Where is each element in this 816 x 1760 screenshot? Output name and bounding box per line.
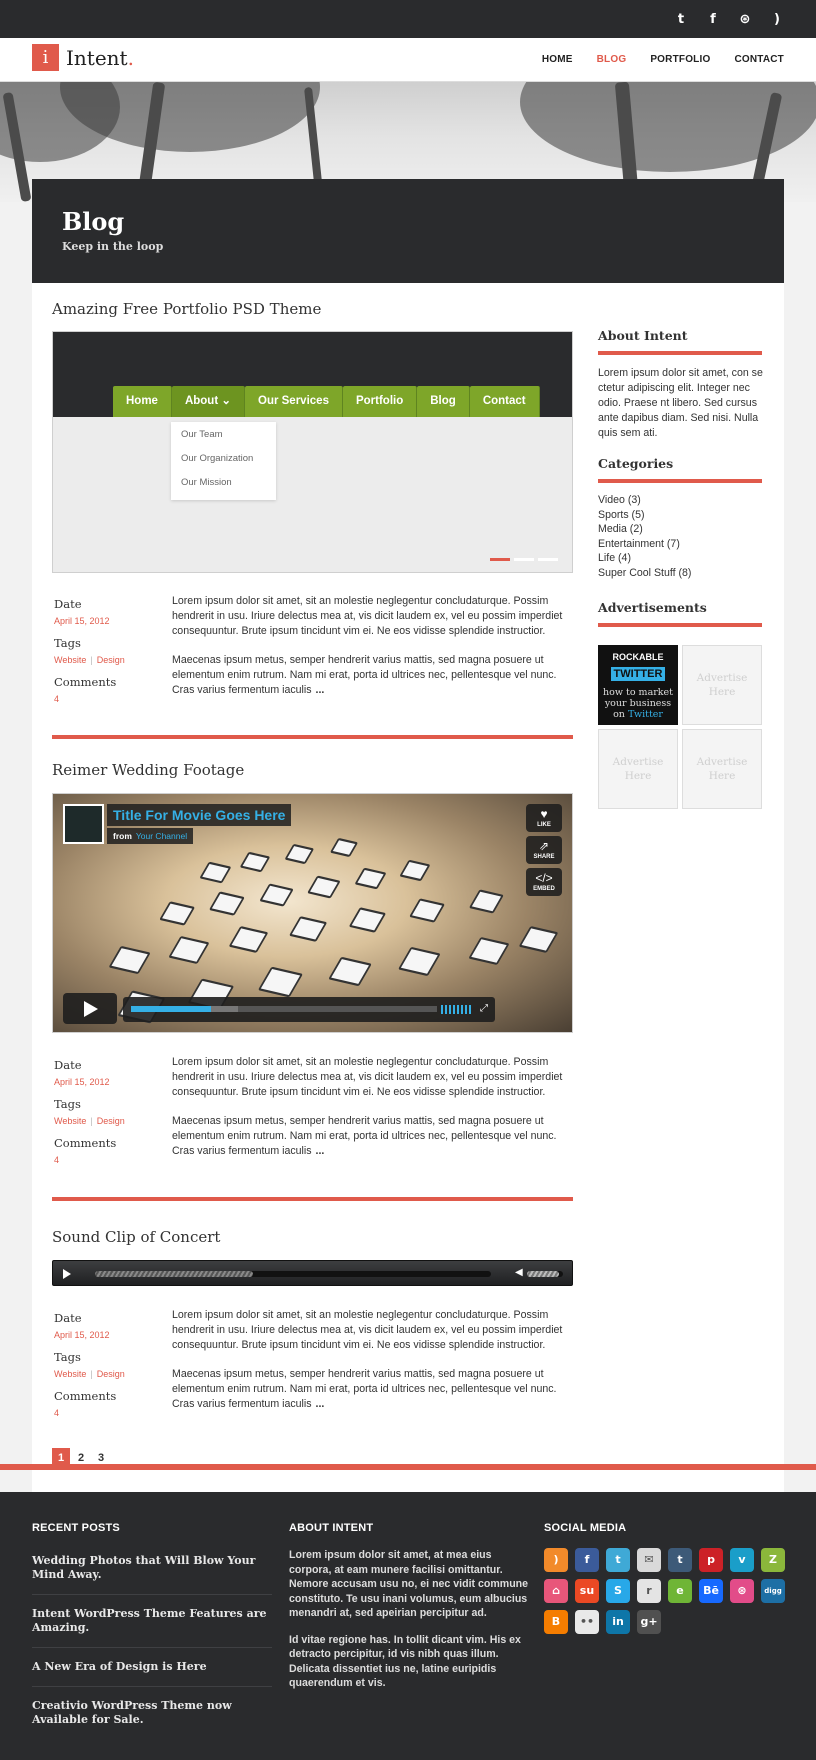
page-header bbox=[32, 179, 784, 283]
place-card bbox=[328, 957, 372, 987]
post-meta bbox=[54, 1311, 164, 1428]
ad-rockable-twitter[interactable]: ROCKABLE TWITTER how to market your business on Twitter bbox=[598, 645, 678, 725]
sidebar-heading-ads: Advertisements bbox=[598, 600, 762, 627]
evernote-icon[interactable]: e bbox=[668, 1579, 692, 1603]
logo-name: Intent. bbox=[66, 45, 134, 70]
post-meta bbox=[54, 1058, 164, 1175]
place-card bbox=[468, 937, 509, 965]
footer-heading: ABOUT INTENT bbox=[289, 1522, 374, 1534]
place-card bbox=[289, 916, 328, 942]
place-card bbox=[258, 967, 303, 998]
place-card bbox=[159, 901, 196, 926]
place-card bbox=[199, 862, 231, 883]
menu-preview-dropdown bbox=[171, 422, 276, 500]
comments-count[interactable]: 4 bbox=[54, 1408, 60, 1418]
post-title[interactable]: Amazing Free Portfolio PSD Theme bbox=[52, 300, 322, 318]
audio-volume-slider[interactable] bbox=[527, 1271, 563, 1277]
post-date: April 15, 2012 bbox=[54, 1330, 110, 1340]
social-icon-grid bbox=[544, 1548, 785, 1634]
tags-label: Tags bbox=[54, 1097, 81, 1111]
date-label: Date bbox=[54, 1058, 82, 1072]
tag-link[interactable]: Website bbox=[54, 655, 87, 665]
comments-count[interactable]: 4 bbox=[54, 694, 60, 704]
video-progress-track[interactable] bbox=[131, 1006, 437, 1012]
rss-icon[interactable]: ) bbox=[774, 11, 780, 27]
place-card bbox=[307, 875, 340, 898]
excerpt-paragraph: Lorem ipsum dolor sit amet, sit an molestie neglegentur concludaturque. Possim hendrerit in usu. Iriure delectus mea at, vis dicit laudem ex, vel eu possim imperdiet consequuntur. Brute ipsum tincidunt vim ei. Ne eos vidisse splendide instructior. bbox=[172, 595, 563, 637]
audio-progress bbox=[95, 1271, 253, 1277]
menu-preview-item[interactable]: Home bbox=[113, 386, 172, 417]
facebook-icon[interactable]: f bbox=[710, 11, 716, 27]
category-link[interactable]: Super Cool Stuff (8) bbox=[598, 566, 692, 579]
excerpt-paragraph: Lorem ipsum dolor sit amet, sit an molestie neglegentur concludaturque. Possim hendrerit in usu. Iriure delectus mea at, vis dicit laudem ex, vel eu possim imperdiet consequuntur. Brute ipsum tincidunt vim ei. Ne eos vidisse splendide instructior. bbox=[172, 1056, 563, 1098]
nav-home[interactable]: HOME bbox=[541, 54, 573, 65]
nav-contact[interactable]: CONTACT bbox=[734, 54, 784, 65]
menu-preview-nav bbox=[113, 386, 540, 417]
behance-icon[interactable]: Bē bbox=[699, 1579, 723, 1603]
footer-about bbox=[289, 1522, 529, 1703]
nav-portfolio[interactable]: PORTFOLIO bbox=[650, 54, 711, 65]
stumbleupon-icon[interactable]: su bbox=[575, 1579, 599, 1603]
place-card bbox=[285, 844, 314, 864]
category-link[interactable]: Entertainment (7) bbox=[598, 537, 680, 550]
video-channel: from Your Channel bbox=[107, 828, 193, 844]
slider-dots bbox=[490, 558, 558, 561]
dribbble-icon[interactable]: ⊛ bbox=[739, 11, 751, 27]
menu-preview-item[interactable]: Contact bbox=[470, 386, 540, 417]
channel-link[interactable]: Your Channel bbox=[135, 831, 188, 841]
recent-post-link[interactable]: A New Era of Design is Here bbox=[32, 1654, 272, 1687]
post-excerpt bbox=[172, 1308, 572, 1426]
place-card bbox=[400, 860, 431, 881]
tags-label: Tags bbox=[54, 1350, 81, 1364]
linkedin-icon[interactable]: in bbox=[606, 1610, 630, 1634]
digg-icon[interactable]: digg bbox=[761, 1579, 785, 1603]
place-card bbox=[168, 936, 209, 964]
googleplus-icon[interactable]: g+ bbox=[637, 1610, 661, 1634]
tags-label: Tags bbox=[54, 636, 81, 650]
place-card bbox=[229, 926, 269, 953]
channel-avatar[interactable] bbox=[63, 804, 104, 844]
footer-about-text: Lorem ipsum dolor sit amet, at mea eius corpora, at eam munere facilisi omittantur. Nemore accusam usu no, ei nec vidit commune constituto. Te usu inani volumus, eum albucius menandri at, sed apeirian percipitur ad. bbox=[289, 1549, 529, 1619]
place-card bbox=[259, 883, 293, 906]
place-card bbox=[209, 891, 244, 915]
post-divider bbox=[52, 1197, 573, 1201]
slider-dot[interactable] bbox=[538, 558, 558, 561]
logo-mark: i bbox=[32, 44, 59, 71]
date-label: Date bbox=[54, 1311, 82, 1325]
video-progress bbox=[131, 1006, 211, 1012]
dribbble-icon[interactable]: ⊛ bbox=[730, 1579, 754, 1603]
post-tags: Website | Design bbox=[54, 655, 125, 665]
comments-label: Comments bbox=[54, 675, 117, 689]
slider-dot[interactable] bbox=[514, 558, 534, 561]
place-card bbox=[349, 907, 386, 932]
nav-blog[interactable]: BLOG bbox=[596, 54, 627, 65]
tumblr-icon[interactable]: t bbox=[668, 1548, 692, 1572]
video-controls bbox=[123, 997, 495, 1022]
excerpt-paragraph: Maecenas ipsum metus, semper hendrerit varius mattis, sed magna posuere ut elementum enim rutrum. Nam mi erat, porta id ultrices nec, pellentesque vel nunc. Cras varius fermentum iaculis ... bbox=[172, 654, 557, 696]
sidebar-heading-categories: Categories bbox=[598, 456, 762, 483]
post-date: April 15, 2012 bbox=[54, 616, 110, 626]
play-button[interactable] bbox=[63, 993, 117, 1024]
speaker-icon[interactable]: ◀ bbox=[515, 1267, 523, 1278]
like-button[interactable]: ♥ LIKE bbox=[526, 804, 562, 832]
ad-placeholder[interactable]: Advertise Here bbox=[682, 645, 762, 725]
sidebar-about-text: Lorem ipsum dolor sit amet, con se ctetur adipiscing elit. Integer nec odio. Praese nt libero. Sed cursus ante dapibus diam. Sed nisi. Nulla quis sem ati. bbox=[598, 367, 763, 439]
audio-player bbox=[52, 1260, 573, 1286]
place-card bbox=[240, 852, 270, 873]
excerpt-paragraph: Maecenas ipsum metus, semper hendrerit varius mattis, sed magna posuere ut elementum enim rutrum. Nam mi erat, porta id ultrices nec, pellentesque vel nunc. Cras varius fermentum iaculis ... bbox=[172, 1368, 557, 1410]
fullscreen-icon[interactable]: ⤢ bbox=[480, 1003, 488, 1014]
excerpt-paragraph: Lorem ipsum dolor sit amet, sit an molestie neglegentur concludaturque. Possim hendrerit in usu. Iriure delectus mea at, vis dicit laudem ex, vel eu possim imperdiet consequuntur. Brute ipsum tincidunt vim ei. Ne eos vidisse splendide instructior. bbox=[172, 1309, 563, 1351]
post-title[interactable]: Reimer Wedding Footage bbox=[52, 761, 245, 779]
read-more-link[interactable]: ... bbox=[315, 1145, 325, 1157]
site-header bbox=[0, 38, 816, 82]
page-1[interactable]: 1 bbox=[52, 1448, 70, 1468]
page-2[interactable]: 2 bbox=[77, 1452, 85, 1464]
category-link[interactable]: Media (2) bbox=[598, 523, 643, 536]
home-icon[interactable]: ⌂ bbox=[544, 1579, 568, 1603]
top-social-bar bbox=[0, 0, 816, 38]
footer-recent-posts bbox=[32, 1522, 272, 1745]
comments-label: Comments bbox=[54, 1136, 117, 1150]
share-button[interactable]: ⇗ SHARE bbox=[526, 836, 562, 864]
excerpt-paragraph: Maecenas ipsum metus, semper hendrerit varius mattis, sed magna posuere ut elementum enim rutrum. Nam mi erat, porta id ultrices nec, pellentesque vel nunc. Cras varius fermentum iaculis ... bbox=[172, 1115, 557, 1157]
menu-preview-item[interactable]: Portfolio bbox=[343, 386, 417, 417]
post-tags: Website | Design bbox=[54, 1369, 125, 1379]
place-card bbox=[398, 947, 441, 976]
tag-link[interactable]: Design bbox=[96, 1369, 125, 1379]
site-logo[interactable] bbox=[32, 44, 134, 71]
place-card bbox=[469, 889, 504, 913]
post-date: April 15, 2012 bbox=[54, 1077, 110, 1087]
post-meta bbox=[54, 597, 164, 714]
menu-preview-item[interactable]: Blog bbox=[417, 386, 470, 417]
post-tags: Website | Design bbox=[54, 1116, 125, 1126]
tag-link[interactable]: Design bbox=[96, 655, 125, 665]
recent-post-link[interactable]: Creativio WordPress Theme now Available for Sale. bbox=[32, 1699, 232, 1726]
site-footer bbox=[0, 1492, 816, 1760]
share-icon: ⇗ bbox=[538, 839, 550, 853]
place-card bbox=[354, 868, 386, 890]
audio-play-button[interactable] bbox=[63, 1269, 71, 1279]
category-link[interactable]: Life (4) bbox=[598, 552, 631, 565]
heart-icon: ♥ bbox=[540, 807, 548, 821]
zerply-icon[interactable]: Z bbox=[761, 1548, 785, 1572]
footer-heading: RECENT POSTS bbox=[32, 1522, 120, 1534]
tag-link[interactable]: Website bbox=[54, 1116, 87, 1126]
place-card bbox=[409, 898, 445, 923]
volume-bars[interactable] bbox=[441, 1005, 471, 1014]
post-title[interactable]: Sound Clip of Concert bbox=[52, 1228, 221, 1246]
page-3[interactable]: 3 bbox=[97, 1452, 105, 1464]
read-more-link[interactable]: ... bbox=[315, 1398, 325, 1410]
footer-about-text: Id vitae regione has. In tollit dicant vim. His ex detracto percipitur, id vis nibh quas illum. Delicata dissentiet ius ne, latine euripidis quaerendum et vis. bbox=[289, 1633, 521, 1689]
footer-accent-bar bbox=[0, 1464, 816, 1470]
code-icon: </> bbox=[535, 871, 553, 885]
menu-preview-item[interactable]: Our Services bbox=[245, 386, 343, 417]
facebook-icon[interactable]: f bbox=[575, 1548, 599, 1572]
mail-icon[interactable]: ✉ bbox=[637, 1548, 661, 1572]
place-card bbox=[519, 926, 559, 953]
post-image-menu-preview[interactable] bbox=[52, 331, 573, 573]
rss-icon[interactable]: ) bbox=[544, 1548, 568, 1572]
ad-placeholder[interactable]: Advertise Here bbox=[682, 729, 762, 809]
dropdown-item[interactable]: Our Mission bbox=[181, 477, 232, 488]
footer-social bbox=[544, 1522, 785, 1634]
menu-preview-item[interactable]: About ⌄ bbox=[172, 386, 245, 417]
footer-heading: SOCIAL MEDIA bbox=[544, 1522, 627, 1534]
reddit-icon[interactable]: r bbox=[637, 1579, 661, 1603]
read-more-link[interactable]: ... bbox=[315, 684, 325, 696]
sidebar-heading-about: About Intent bbox=[598, 328, 762, 355]
video-player[interactable] bbox=[52, 793, 573, 1033]
recent-post-link[interactable]: Intent WordPress Theme Features are Amazing. bbox=[32, 1601, 272, 1648]
ad-placeholder[interactable]: Advertise Here bbox=[598, 729, 678, 809]
twitter-icon[interactable]: t bbox=[606, 1548, 630, 1572]
post-excerpt bbox=[172, 594, 572, 712]
recent-post-list bbox=[32, 1548, 272, 1739]
top-social-links bbox=[672, 10, 786, 28]
dropdown-item[interactable]: Our Team bbox=[181, 429, 223, 440]
flickr-icon[interactable]: •• bbox=[575, 1610, 599, 1634]
page-subtitle: Keep in the loop bbox=[62, 240, 164, 253]
date-label: Date bbox=[54, 597, 82, 611]
page-title: Blog bbox=[62, 207, 125, 236]
category-list bbox=[598, 493, 691, 581]
comments-label: Comments bbox=[54, 1389, 117, 1403]
tag-link[interactable]: Design bbox=[96, 1116, 125, 1126]
recent-post-link[interactable]: Wedding Photos that Will Blow Your Mind Away. bbox=[32, 1548, 272, 1595]
dropdown-item[interactable]: Our Organization bbox=[181, 453, 254, 464]
twitter-icon[interactable]: t bbox=[677, 11, 685, 27]
ad-grid bbox=[598, 645, 764, 809]
vimeo-icon[interactable]: v bbox=[730, 1548, 754, 1572]
main-nav bbox=[542, 54, 784, 65]
tag-link[interactable]: Website bbox=[54, 1369, 87, 1379]
pagination bbox=[52, 1448, 110, 1468]
category-link[interactable]: Video (3) bbox=[598, 494, 641, 506]
place-card bbox=[108, 946, 150, 975]
audio-progress-track[interactable] bbox=[95, 1271, 491, 1277]
comments-count[interactable]: 4 bbox=[54, 1155, 60, 1165]
pinterest-icon[interactable]: p bbox=[699, 1548, 723, 1572]
category-link[interactable]: Sports (5) bbox=[598, 508, 645, 521]
embed-button[interactable]: </> EMBED bbox=[526, 868, 562, 896]
video-title[interactable]: Title For Movie Goes Here bbox=[107, 804, 291, 826]
skype-icon[interactable]: S bbox=[606, 1579, 630, 1603]
blogger-icon[interactable]: B bbox=[544, 1610, 568, 1634]
post-excerpt bbox=[172, 1055, 572, 1173]
place-card bbox=[330, 838, 358, 857]
audio-volume-level bbox=[527, 1271, 559, 1277]
post-divider bbox=[52, 735, 573, 739]
slider-dot-active[interactable] bbox=[490, 558, 510, 561]
